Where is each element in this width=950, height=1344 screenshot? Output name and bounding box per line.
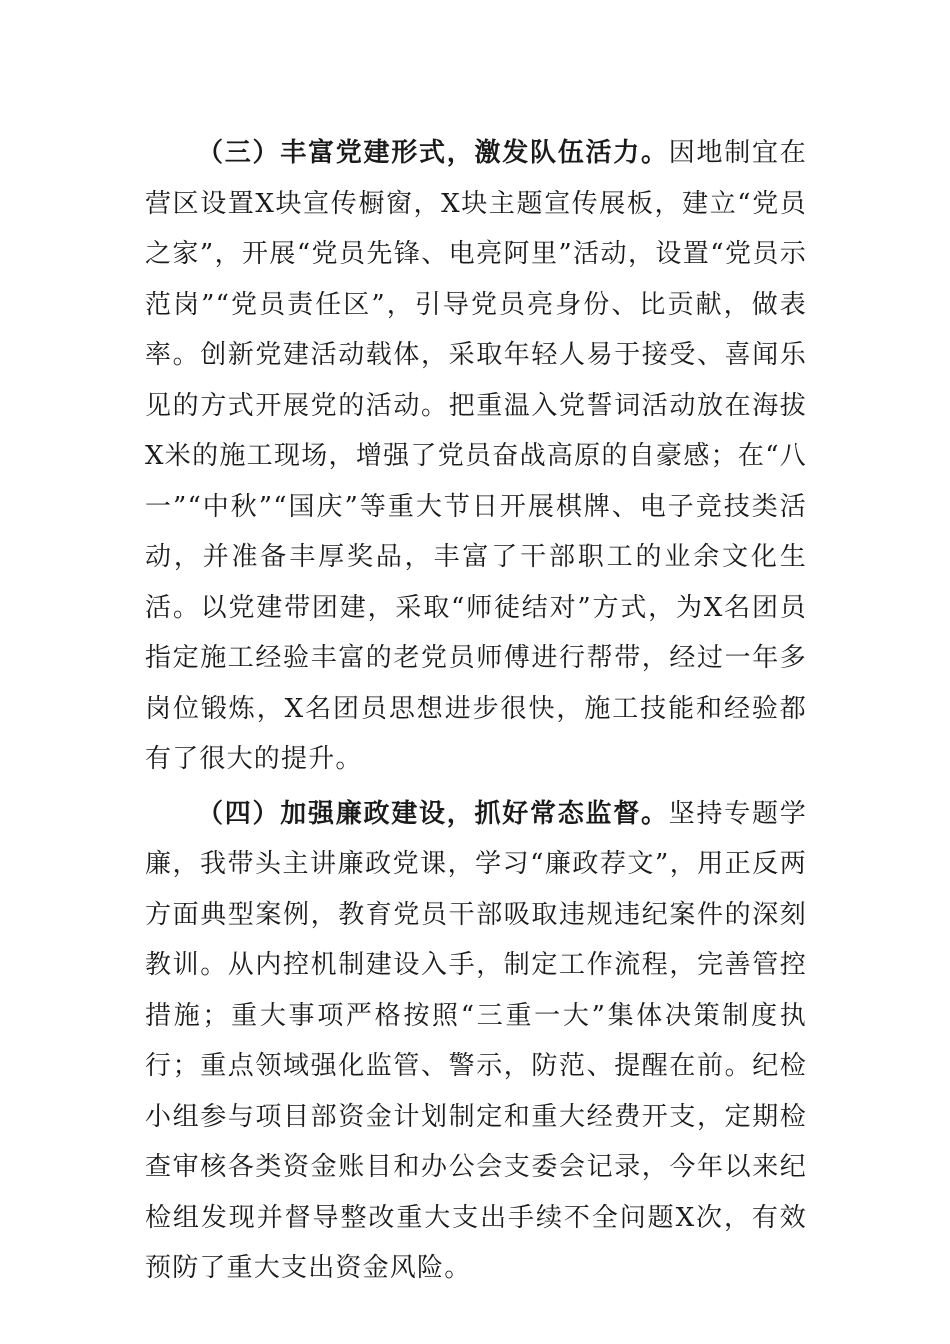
section-heading-4: （四）加强廉政建设，抓好常态监督。: [197, 798, 669, 829]
section-body-4: 坚持专题学廉，我带头主讲廉政党课，学习“廉政荐文”，用正反两方面典型案例，教育党员干部吸取违规违纪案件的深刻教训。从内控机制建设入手，制定工作流程，完善管控措施；重大事项严格按照“三重一大”集体决策制度执行；重点领域强化监管、警示，防范、提醒在前。纪检小组参与项目部资金计划制定和重大经费开支，定期检查审核各类资金账目和办公会支委会记录，今年以来纪检组发现并督导整改重大支出手续不全问题X次，有效预防了重大支出资金风险。: [145, 798, 807, 1283]
section-body-3: 因地制宜在营区设置X块宣传橱窗，X块主题宣传展板，建立“党员之家”，开展“党员先锋、电亮阿里”活动，设置“党员示范岗”“党员责任区”，引导党员亮身份、比贡献，做表率。创新党建活动载体，采取年轻人易于接受、喜闻乐见的方式开展党的活动。把重温入党誓词活动放在海拔X米的施工现场，增强了党员奋战高原的自豪感；在“八一”“中秋”“国庆”等重大节日开展棋牌、电子竞技类活动，并准备丰厚奖品，丰富了干部职工的业余文化生活。以党建带团建，采取“师徒结对”方式，为X名团员指定施工经验丰富的老党员师傅进行帮带，经过一年多岗位锻炼，X名团员思想进步很快，施工技能和经验都有了很大的提升。: [145, 138, 807, 774]
section-paragraph-3: [145, 128, 807, 785]
document-body: [145, 128, 807, 1298]
section-paragraph-4: [145, 789, 807, 1294]
section-heading-3: （三）丰富党建形式，激发队伍活力。: [197, 138, 669, 168]
